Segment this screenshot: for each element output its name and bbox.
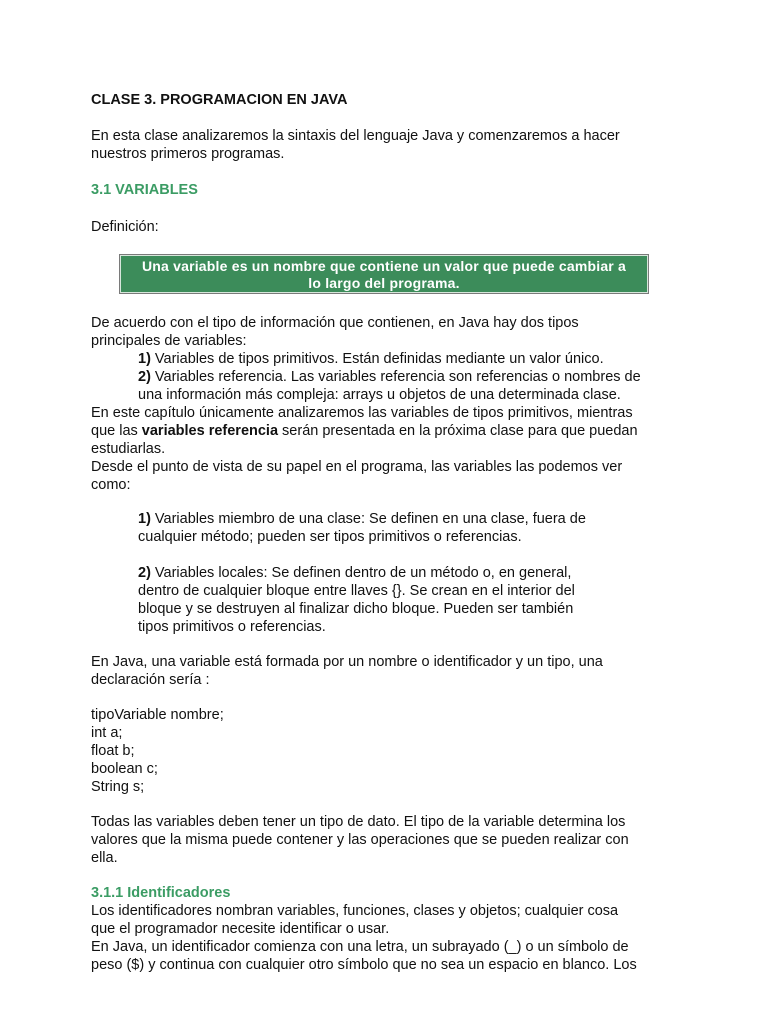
java-paragraph [91,653,603,689]
definition-line: lo largo del programa. [308,275,460,291]
item-text: Variables miembro de una clase: Se definen en una clase, fuera de [150,511,586,527]
chapter-text: que las [91,423,142,439]
chapter-line [91,422,641,440]
ident-line: Los identificadores nombran variables, funciones, clases y objetos; cualquier cosa [91,903,619,919]
code-block [91,706,224,796]
ident-paragraph [91,902,637,974]
tipo-line: valores que la misma puede contener y las operaciones que se pueden realizar con [91,832,629,848]
role-item-1 [91,510,586,546]
definition-label: Definición: [91,219,159,235]
role-line [91,510,586,528]
code-line: int a; [91,725,123,741]
role-line: dentro de cualquier bloque entre llaves {}. Se crean en el interior del [138,583,575,599]
chapter-line: En este capítulo únicamente analizaremos las variables de tipos primitivos, mientras [91,405,633,421]
role-line: bloque y se destruyen al finalizar dicho bloque. Pueden ser también [138,601,574,617]
subsection-heading: 3.1.1 Identificadores [91,885,231,901]
type-item-2-cont: una información más compleja: arrays u objetos de una determinada clase. [138,387,621,403]
types-intro-line: De acuerdo con el tipo de información que contienen, en Java hay dos tipos [91,315,579,331]
type-item-2 [91,368,641,386]
definition-box [119,254,649,294]
ident-line: peso ($) y continua con cualquier otro símbolo que no sea un espacio en blanco. Los [91,957,637,973]
role-line [91,564,575,582]
item-text: Variables locales: Se definen dentro de un método o, en general, [150,565,572,581]
ident-line: En Java, un identificador comienza con una letra, un subrayado (_) o un símbolo de [91,939,629,955]
ident-line: que el programador necesite identificar o usar. [91,921,390,937]
tipo-line: ella. [91,850,118,866]
item-text: Variables de tipos primitivos. Están definidas mediante un valor único. [150,351,604,367]
item-text: Variables referencia. Las variables referencia son referencias o nombres de [150,369,641,385]
role-item-2 [91,564,575,636]
item-number: 1) [138,351,151,367]
bold-term: variables referencia [141,423,279,439]
item-number: 1) [138,511,151,527]
role-line: cualquier método; pueden ser tipos primitivos o referencias. [138,529,522,545]
intro-paragraph [91,127,620,163]
types-intro-line: principales de variables: [91,333,247,349]
type-item-1 [91,350,641,368]
chapter-line: estudiarlas. [91,441,166,457]
tipo-paragraph [91,813,629,867]
section-heading: 3.1 VARIABLES [91,182,198,198]
intro-line: En esta clase analizaremos la sintaxis del lenguaje Java y comenzaremos a hacer [91,128,620,144]
papel-line: Desde el punto de vista de su papel en el programa, las variables las podemos ver [91,459,623,475]
types-paragraph [91,314,641,494]
tipo-line: Todas las variables deben tener un tipo de dato. El tipo de la variable determina los [91,814,626,830]
item-number: 2) [138,369,151,385]
definition-line: Una variable es un nombre que contiene un valor que puede cambiar a [141,258,627,274]
code-line: boolean c; [91,761,158,777]
papel-line: como: [91,477,131,493]
java-line: declaración sería : [91,672,210,688]
role-line: tipos primitivos o referencias. [138,619,326,635]
code-line: tipoVariable nombre; [91,707,224,723]
java-line: En Java, una variable está formada por un nombre o identificador y un tipo, una [91,654,603,670]
code-line: String s; [91,779,145,795]
code-line: float b; [91,743,135,759]
intro-line: nuestros primeros programas. [91,146,285,162]
chapter-text: serán presentada en la próxima clase para que puedan [278,423,638,439]
page-title: CLASE 3. PROGRAMACION EN JAVA [91,92,348,108]
item-number: 2) [138,565,151,581]
